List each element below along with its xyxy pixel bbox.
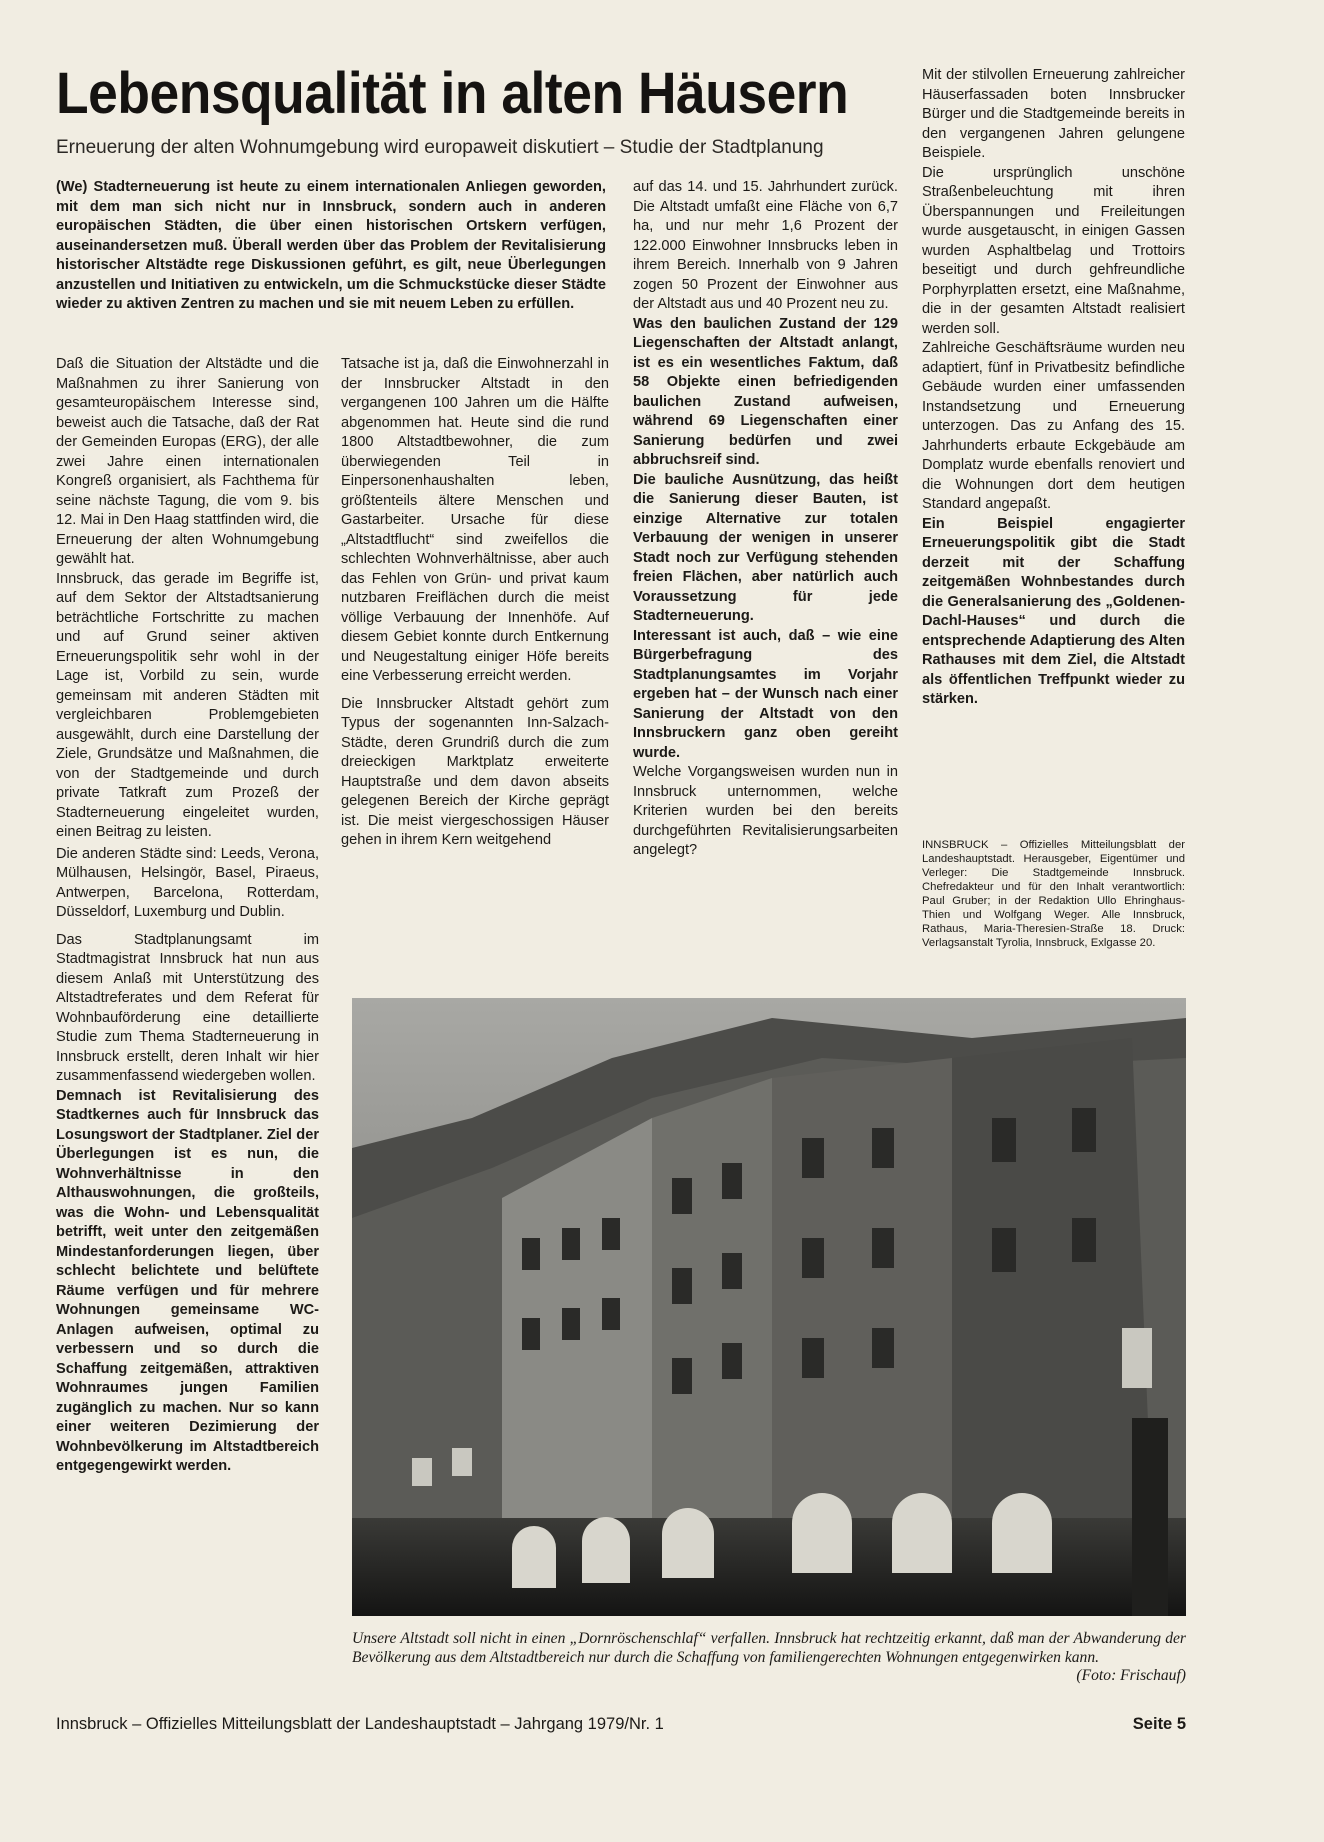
column-4 <box>922 66 1185 710</box>
column-1 <box>56 355 319 1477</box>
paragraph: Die bauliche Ausnützung, das heißt die Sanierung dieser Bauten, ist einzige Alternative zur totalen Verbauung der wenigen in unserer Stadt noch zur Verfügung stehenden freien Flächen, aber natürlich auch Voraussetzung für jede Stadterneuerung. <box>633 471 898 624</box>
paragraph: Das Stadtplanungsamt im Stadtmagistrat Innsbruck hat nun aus diesem Anlaß mit Unterstützung des Altstadtreferates und dem Referat für Wohnbauförderung eine detaillierte Studie zum Thema Stadterneuerung in Innsbruck erstellt, deren Inhalt wir hier zusammenfassend wiedergeben wollen. <box>56 931 319 1084</box>
paragraph: Welche Vorgangsweisen wurden nun in Innsbruck unternommen, welche Kriterien wurden bei den bereits durchgeführten Revitalisierungsarbeiten angelegt? <box>633 764 898 858</box>
paragraph: Mit der stilvollen Erneuerung zahlreicher Häuserfassaden boten Innsbrucker Bürger und die Stadtgemeinde bereits in den vergangenen Jahren gelungene Beispiele. <box>922 67 1185 161</box>
photo-illustration <box>352 998 1186 1616</box>
paragraph: Die Innsbrucker Altstadt gehört zum Typus der sogenannten Inn-Salzach-Städte, deren Grundriß durch die zum dreieckigen Marktplatz erweiterte Hauptstraße und dem davon abseits gelegenen Bereich der Kirche geprägt ist. Die meist viergeschossigen Häuser gehen in ihrem Kern weitgehend <box>341 695 609 848</box>
paragraph: Was den baulichen Zustand der 129 Liegenschaften der Altstadt anlangt, ist es ein wesentliches Faktum, daß 58 Objekte einen befriedigenden baulichen Zustand aufweisen, während 69 Liegenschaften einer Sanierung bedürfen und zwei abbruchsreif sind. <box>633 315 898 468</box>
headline: Lebensqualität in alten Häusern <box>56 61 849 126</box>
publication-line: Innsbruck – Offizielles Mitteilungsblatt der Landeshauptstadt – Jahrgang 1979/Nr. 1 <box>56 1715 664 1733</box>
paragraph: Interessant ist auch, daß – wie eine Bürgerbefragung des Stadtplanungsamtes im Vorjahr ergeben hat – der Wunsch nach einer Sanierung der Altstadt von den Innsbruckern ganz oben gereiht wurde. <box>633 627 898 761</box>
paragraph: auf das 14. und 15. Jahrhundert zurück. Die Altstadt umfaßt eine Fläche von 6,7 ha, und nur mehr 1,6 Prozent der 122.000 Einwohner Innsbrucks leben in ihrem Bereich. Innerhalb von 9 Jahren zogen 50 Prozent der Einwohner aus der Altstadt aus und 40 Prozent neu zu. <box>633 179 898 312</box>
paragraph: Zahlreiche Geschäftsräume wurden neu adaptiert, fünf in Privatbesitz befindliche Gebäude wurden einer umfassenden Instandsetzung und Erneuerung unterzogen. Das zu Anfang des 15. Jahrhunderts erbaute Eckgebäude am Domplatz wurde ebenfalls renoviert und die Wohnungen dort dem heutigen Standard angepaßt. <box>922 340 1185 512</box>
page-number: Seite 5 <box>1132 1715 1186 1733</box>
paragraph: Die anderen Städte sind: Leeds, Verona, Mülhausen, Helsingör, Basel, Piraeus, Antwerpen, Barcelona, Rotterdam, Düsseldorf, Luxemburg und Dublin. <box>56 845 319 920</box>
paragraph: Demnach ist Revitalisierung des Stadtkernes auch für Innsbruck das Losungswort der Stadtplaner. Ziel der Überlegungen ist es nun, die Wohnverhältnisse in den Althauswohnungen, die großteils, was die Wohn- und Lebensqualität betrifft, weit unter den zeitgemäßen Mindestanforderungen liegen, über schlecht belichtete und belüftete Räume verfügen und für mehrere Wohnungen gemeinsame WC-Anlagen aufweisen, optimal zu verbessern und so durch die Schaffung zeitgemäßen, attraktiven Wohnraumes jungen Familien zugänglich zu machen. Nur so kann einer weiteren Dezimierung der Wohnbevölkerung im Altstadtbereich entgegengewirkt werden. <box>56 1087 319 1474</box>
altstadt-night-photo <box>352 998 1186 1616</box>
column-2 <box>341 355 609 859</box>
impressum: INNSBRUCK – Offizielles Mitteilungsblatt der Landeshauptstadt. Herausgeber, Eigentümer und Verleger: Die Stadtgemeinde Innsbruck. Chefredakteur und für den Inhalt verantwortlich: Paul Gruber; in der Redaktion Ullo Ehringhaus-Thien und Wolfgang Weger. Alle Innsbruck, Rathaus, Maria-Theresien-Straße 18. Druck: Verlagsanstalt Tyrolia, Innsbruck, Exlgasse 20. <box>922 839 1185 949</box>
lead-paragraph: (We) Stadterneuerung ist heute zu einem internationalen Anliegen geworden, mit dem man sich nicht nur in Innsbruck, sondern auch in anderen europäischen Städten, die über einen historischen Ortskern verfügen, auseinandersetzen muß. Überall werden über das Problem der Revitalisierung historischer Altstädte rege Diskussionen geführt, es gilt, neue Überlegungen anzustellen und Initiativen zu entwickeln, um die Schmuckstücke dieser Städte wieder zu aktiven Zentren zu machen und sie mit neuem Leben zu erfüllen. <box>56 179 606 312</box>
paragraph: Die ursprünglich unschöne Straßenbeleuchtung mit ihren Überspannungen und Freileitungen wurde ausgetauscht, in einigen Gassen wurden Asphaltbelag und Trottoirs beseitigt und durch gehfreundliche Porphyrplatten ersetzt, eine Maßnahme, die in der gesamten Altstadt realisiert werden soll. <box>922 164 1185 337</box>
subheadline: Erneuerung der alten Wohnumgebung wird europaweit diskutiert – Studie der Stadtplanung <box>56 137 824 158</box>
photo-credit: (Foto: Frischauf) <box>1076 1667 1186 1684</box>
paragraph: Tatsache ist ja, daß die Einwohnerzahl in der Innsbrucker Altstadt in den vergangenen 100 Jahren um die Hälfte abgenommen hat. Heute sind die rund 1800 Altstadtbewohner, die zum überwiegenden Teil in Einpersonenhaushalten leben, größtenteils ältere Menschen und Gastarbeiter. Ursache für diese „Altstadtflucht“ sind zweifellos die schlechten Wohnverhältnisse, aber auch das Fehlen von Grün- und privat kaum nutzbaren Freiflächen durch die meist völlige Verbauung der Innenhöfe. Auf diesem Gebiet konnte durch Entkernung und Neugestaltung einiger Höfe bereits eine Verbesserung erreicht werden. <box>341 356 609 684</box>
caption-text: Unsere Altstadt soll nicht in einen „Dornröschenschlaf“ verfallen. Innsbruck hat rechtzeitig erkannt, daß man der Abwanderung der Bevölkerung aus dem Altstadtbereich nur durch die Schaffung von familiengerechten Wohnungen entgegenwirken kann. <box>352 1630 1186 1666</box>
column-3 <box>633 178 898 861</box>
paragraph: Ein Beispiel engagierter Erneuerungspolitik gibt die Stadt derzeit mit der Schaffung zeitgemäßen Wohnbestandes durch die Generalsanierung des „Goldenen-Dachl-Hauses“ und durch die entsprechende Adaptierung des Alten Rathauses mit dem Ziel, die Altstadt als öffentlichen Treffpunkt wieder zu stärken. <box>922 515 1185 707</box>
photo-caption <box>352 1630 1186 1686</box>
page-footer <box>56 1712 1186 1736</box>
paragraph: Innsbruck, das gerade im Begriffe ist, auf dem Sektor der Altstadtsanierung beträchtliche Fortschritte zu machen und auf Grund seiner aktiven Erneuerungspolitik sehr wohl in der Lage ist, Vorbild zu sein, wurde gemeinsam mit anderen Städten mit vergleichbaren Problemgebieten ausgewählt, durch eine Darstellung der Ziele, Grundsätze und Maßnahmen, die von der Stadtgemeinde und durch private Tatkraft zum Prozeß der Stadterneuerung eingeleitet wurden, einen Beitrag zu leisten. <box>56 570 319 840</box>
paragraph: Daß die Situation der Altstädte und die Maßnahmen zu ihrer Sanierung von gesamteuropäischem Interesse sind, beweist auch die Tatsache, daß der Rat der Gemeinden Europas (ERG), der alle zwei Jahre einen internationalen Kongreß organisiert, als Fachthema für seine nächste Tagung, die vom 9. bis 12. Mai in Den Haag stattfinden wird, die Erneuerung der alten Wohnumgebung gewählt hat. <box>56 356 319 567</box>
